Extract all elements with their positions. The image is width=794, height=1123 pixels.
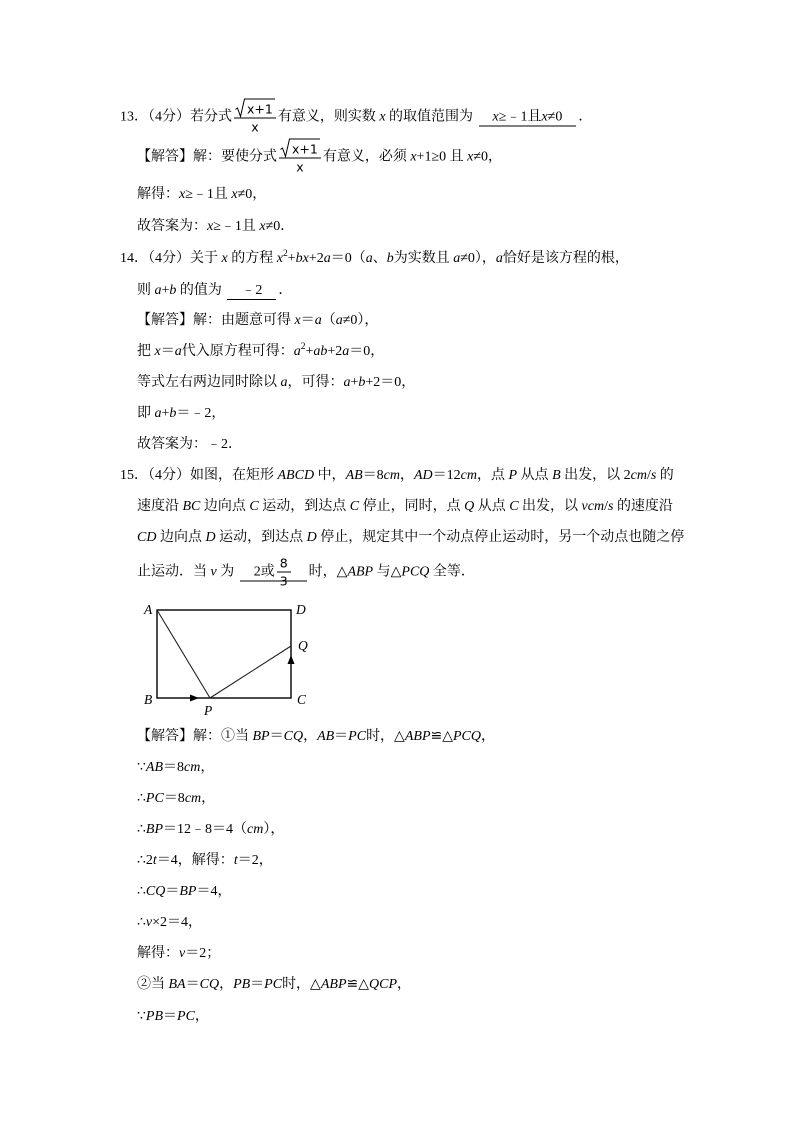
math-variable: a — [154, 283, 162, 298]
math-variable: D — [205, 530, 216, 545]
text-run: ， — [303, 729, 318, 744]
text-run: + — [287, 251, 296, 266]
math-variable: PC — [348, 729, 367, 744]
math-variable: PC — [177, 1009, 195, 1024]
math-variable: D — [306, 530, 317, 545]
text-run: 有意义，必须 — [322, 149, 411, 164]
question-13-solution-line-3 — [137, 217, 294, 237]
text-run: 全等． — [429, 564, 475, 579]
text-run: ， — [194, 1009, 209, 1024]
math-variable: C — [249, 499, 259, 514]
text-run: ， — [219, 977, 234, 992]
text-run: 从点 — [517, 468, 553, 483]
math-variable: cm — [460, 468, 477, 483]
text-run: ≠0 — [547, 109, 563, 124]
text-run: ∵ — [137, 1009, 146, 1024]
text-run: / — [604, 499, 608, 514]
text-run: +1≥0 且 — [416, 149, 468, 164]
math-variable: b — [169, 406, 177, 421]
math-variable: v — [210, 564, 217, 579]
text-run: ＝12﹣8＝4（ — [163, 822, 248, 837]
text-run: 运动，到达点 — [215, 530, 307, 545]
text-run: ∴ — [137, 915, 146, 930]
fraction — [277, 555, 291, 590]
math-variable: BP — [252, 729, 270, 744]
math-variable: x — [259, 219, 266, 234]
text-run: ∵ — [137, 760, 146, 775]
question-14-solution-line-5 — [137, 435, 242, 455]
math-variable: bx — [295, 251, 309, 266]
fraction-numerator — [277, 555, 291, 573]
math-variable: vcm — [581, 499, 605, 514]
text-run: ≠0）， — [460, 251, 496, 266]
text-run: 与△ — [373, 564, 402, 579]
answer-blank — [240, 555, 307, 590]
math-variable: a — [365, 251, 373, 266]
text-run: ∴ — [137, 822, 146, 837]
text-run: ＝0， — [349, 344, 385, 359]
text-run: 即 — [137, 406, 155, 421]
text-run: ≠0）， — [342, 313, 379, 328]
rectangle-abcd-figure — [140, 598, 315, 720]
text-run: 边向点 — [200, 499, 250, 514]
question-14-solution-line-4 — [137, 404, 225, 424]
text-run: ， — [400, 468, 414, 483]
text-run: （ — [321, 313, 336, 328]
math-variable: x — [179, 187, 186, 202]
text-run: 停止，规定其中一个动点停止运动时，另一个动点也随之停 — [316, 530, 685, 545]
math-variable: a — [154, 406, 162, 421]
math-variable: x — [231, 187, 238, 202]
text-run: 运动，到达点 — [258, 499, 350, 514]
text-run: ＝4，解得： — [156, 853, 234, 868]
question-15-solution-line-8 — [137, 944, 220, 964]
text-run: 2或 — [253, 564, 275, 579]
math-variable: ABP — [320, 977, 347, 992]
math-variable: QCP — [369, 977, 397, 992]
text-run: 解得： — [137, 187, 179, 202]
question-15-solution-line-1 — [137, 727, 495, 747]
text-run: ， — [201, 791, 216, 806]
text-run: ∴2 — [137, 853, 153, 868]
math-variable: CQ — [199, 977, 220, 992]
math-variable: Q — [464, 499, 475, 514]
answer-blank — [227, 281, 276, 301]
text-run: ﹣2 — [241, 283, 263, 298]
arrow-right-icon — [190, 695, 199, 702]
question-15-solution-line-5 — [137, 851, 273, 871]
question-13-solution-line-2 — [137, 185, 266, 205]
math-variable: x — [207, 219, 214, 234]
math-variable: v — [145, 915, 153, 930]
math-variable: s — [650, 468, 657, 483]
text-run: 速度沿 — [137, 499, 183, 514]
math-variable: b — [358, 375, 366, 390]
text-run: + — [161, 283, 170, 298]
math-variable: x — [492, 109, 499, 124]
math-variable: cm — [184, 760, 201, 775]
numerator-text: x+1 — [245, 99, 275, 118]
text-run: 从点 — [474, 499, 510, 514]
text-run: 边向点 — [156, 530, 206, 545]
text-run: ≠0， — [473, 149, 503, 164]
fraction-numerator — [234, 99, 276, 119]
math-variable: a — [174, 344, 182, 359]
text-run: ＝8 — [163, 791, 185, 806]
math-variable: AB — [345, 468, 363, 483]
text-run: ≠0． — [265, 219, 295, 234]
text-run: ≥﹣1且 — [213, 219, 260, 234]
text-run: ≥﹣1且 — [185, 187, 232, 202]
point-label-q: Q — [298, 638, 308, 653]
superscript: 2 — [282, 249, 288, 259]
text-run: 止运动．当 — [137, 564, 211, 579]
math-variable: a — [453, 251, 461, 266]
numerator-text: 8 — [279, 555, 288, 571]
math-variable: CQ — [145, 884, 166, 899]
math-variable: PB — [233, 977, 251, 992]
square-root-icon — [280, 139, 290, 158]
question-15-solution-line-2 — [137, 758, 214, 778]
text-run: 【解答】解：①当 — [137, 729, 253, 744]
arrow-up-icon — [288, 655, 295, 664]
point-label-p: P — [204, 703, 213, 718]
math-variable: ABP — [404, 729, 431, 744]
math-variable: CQ — [283, 729, 304, 744]
text-run: ≥﹣1且 — [498, 109, 542, 124]
math-variable: BP — [145, 822, 164, 837]
math-variable: C — [349, 499, 360, 514]
text-run: 的取值范围为 — [385, 109, 477, 124]
math-variable: x — [410, 149, 417, 164]
math-variable: cm — [247, 822, 264, 837]
math-variable: ab — [313, 344, 328, 359]
question-15-solution-line-4 — [137, 820, 284, 840]
fraction-numerator — [279, 139, 321, 159]
text-run: +2 — [327, 344, 343, 359]
text-run: + — [350, 375, 359, 390]
text-run: ，可得： — [287, 375, 344, 390]
text-run: ∴ — [137, 791, 146, 806]
question-15-stem-line-1 — [120, 466, 674, 486]
math-variable: PC — [145, 791, 164, 806]
text-run: ＝8 — [362, 468, 384, 483]
fraction-denominator: 3 — [279, 573, 288, 589]
text-run: 故答案为： — [137, 219, 207, 234]
math-variable: cm — [630, 468, 647, 483]
segment-pq — [210, 646, 291, 698]
text-run: 时，△ — [366, 729, 405, 744]
point-label-d: D — [296, 602, 306, 617]
math-variable: PB — [145, 1009, 164, 1024]
question-15-stem-line-2 — [137, 497, 673, 517]
text-run: 代入原方程可得： — [181, 344, 294, 359]
text-run: ＝ — [165, 884, 180, 899]
text-run: ，点 — [477, 468, 509, 483]
question-13-stem-line-1 — [120, 99, 592, 136]
text-run: ， — [200, 760, 215, 775]
fraction-denominator: x — [251, 119, 259, 135]
math-variable: CD — [137, 530, 157, 545]
segment-ap — [157, 610, 210, 698]
text-run: ＝ — [250, 977, 265, 992]
math-variable: a — [323, 251, 331, 266]
point-label-a: A — [144, 602, 153, 617]
question-14-solution-line-3 — [137, 373, 415, 393]
math-variable: PCQ — [401, 564, 430, 579]
text-run: ＝0（ — [330, 251, 366, 266]
text-run: 时，△ — [308, 564, 348, 579]
text-run: ． — [578, 109, 593, 124]
text-run: 的方程 — [227, 251, 277, 266]
text-run: 、 — [372, 251, 387, 266]
math-variable: b — [386, 251, 394, 266]
fraction-denominator: x — [296, 159, 304, 175]
text-run: 14．（4分）关于 — [120, 251, 222, 266]
text-run: 13．（4分）若分式 — [120, 109, 232, 124]
rectangle-abcd — [157, 610, 291, 698]
math-variable: a — [335, 313, 343, 328]
text-run: ＝4， — [196, 884, 232, 899]
math-variable: AD — [414, 468, 433, 483]
question-14-stem-line-1 — [120, 249, 629, 269]
question-15-solution-line-7 — [137, 913, 202, 933]
math-variable: x — [221, 251, 228, 266]
square-root-icon — [235, 99, 245, 118]
math-variable: x — [467, 149, 474, 164]
numerator-text: x+1 — [290, 139, 320, 158]
math-variable: a — [293, 344, 301, 359]
question-15-stem-line-4 — [137, 555, 475, 590]
text-run: 出发，以 2 — [560, 468, 631, 483]
question-15-solution-line-6 — [137, 882, 231, 902]
text-run: ＝ — [163, 1009, 178, 1024]
text-run: 的 — [656, 468, 674, 483]
text-run: ≌△ — [346, 977, 369, 992]
math-variable: a — [495, 251, 503, 266]
text-run: 把 — [137, 344, 155, 359]
math-variable: v — [179, 946, 186, 961]
math-variable: a — [280, 375, 288, 390]
text-run: 【解答】解：要使分式 — [137, 149, 277, 164]
math-variable: C — [509, 499, 519, 514]
math-variable: x — [276, 251, 283, 266]
math-variable: t — [152, 853, 157, 868]
text-run: ×2＝4， — [152, 915, 203, 930]
math-variable: BC — [182, 499, 201, 514]
math-variable: BA — [168, 977, 186, 992]
text-run: 则 — [137, 283, 155, 298]
question-15-stem-line-3 — [137, 528, 684, 548]
math-variable: a — [343, 375, 351, 390]
text-run: ≠0， — [237, 187, 267, 202]
math-variable: B — [552, 468, 561, 483]
math-variable: AB — [145, 760, 164, 775]
text-run: 解得： — [137, 946, 179, 961]
question-13-solution-line-1 — [137, 139, 502, 176]
question-14-stem-line-2 — [137, 281, 292, 301]
question-15-solution-line-3 — [137, 789, 215, 809]
math-variable: x — [379, 109, 386, 124]
text-run: ， — [481, 729, 495, 744]
text-run: 为实数且 — [393, 251, 454, 266]
question-14-solution-line-1 — [137, 311, 378, 331]
text-run: ＝2； — [185, 946, 221, 961]
math-variable: b — [169, 283, 177, 298]
math-variable: x — [154, 344, 161, 359]
text-run: / — [646, 468, 651, 483]
text-run: 的速度沿 — [613, 499, 673, 514]
math-variable: t — [233, 853, 238, 868]
math-variable: P — [508, 468, 518, 483]
text-run: ＝2， — [237, 853, 273, 868]
text-run: ）， — [263, 822, 285, 837]
text-run: ＝ — [185, 977, 200, 992]
text-run: 中， — [314, 468, 346, 483]
text-run: ＝8 — [163, 760, 185, 775]
text-run: ， — [397, 977, 411, 992]
text-run: 停止，同时，点 — [359, 499, 465, 514]
question-15-solution-line-10 — [137, 1007, 209, 1027]
text-run: + — [161, 406, 170, 421]
text-run: 时，△ — [282, 977, 321, 992]
math-variable: PC — [264, 977, 283, 992]
answer-blank — [479, 107, 577, 127]
math-variable: BP — [179, 884, 197, 899]
math-variable: cm — [184, 791, 202, 806]
math-variable: cm — [383, 468, 400, 483]
text-run: +2＝0， — [365, 375, 416, 390]
math-variable: a — [314, 313, 322, 328]
text-run: 故答案为：﹣2． — [137, 437, 242, 452]
text-run: ＝ — [300, 313, 315, 328]
text-run: 出发，以 — [518, 499, 582, 514]
question-15-solution-line-9 — [137, 975, 411, 995]
text-run: ． — [278, 283, 293, 298]
math-variable: ABP — [347, 564, 374, 579]
text-run: 15．（4分）如图，在矩形 — [120, 468, 278, 483]
text-run: 【解答】解：由题意可得 — [137, 313, 295, 328]
superscript: 2 — [300, 342, 306, 352]
text-run: ②当 — [137, 977, 169, 992]
text-run: ＝﹣2， — [176, 406, 226, 421]
question-14-solution-line-2 — [137, 342, 384, 362]
math-variable: x — [294, 313, 301, 328]
text-run: ≌△ — [430, 729, 453, 744]
text-run: + — [305, 344, 314, 359]
text-run: +2 — [308, 251, 324, 266]
text-run: 为 — [216, 564, 238, 579]
text-run: 等式左右两边同时除以 — [137, 375, 281, 390]
math-variable: x — [541, 109, 548, 124]
text-run: ＝ — [334, 729, 349, 744]
point-label-b: B — [144, 692, 153, 707]
fraction — [279, 139, 321, 176]
text-run: ∴ — [137, 884, 146, 899]
text-run: 恰好是该方程的根， — [502, 251, 629, 266]
fraction — [234, 99, 276, 136]
text-run: 有意义，则实数 — [277, 109, 380, 124]
text-run: ＝ — [269, 729, 284, 744]
math-variable: PCQ — [453, 729, 481, 744]
point-label-c: C — [297, 692, 307, 707]
math-variable: AB — [317, 729, 335, 744]
text-run: ＝ — [160, 344, 175, 359]
text-run: 的值为 — [176, 283, 226, 298]
math-variable: s — [607, 499, 614, 514]
math-variable: ABCD — [277, 468, 315, 483]
text-run: ＝12 — [432, 468, 461, 483]
math-variable: a — [342, 344, 350, 359]
